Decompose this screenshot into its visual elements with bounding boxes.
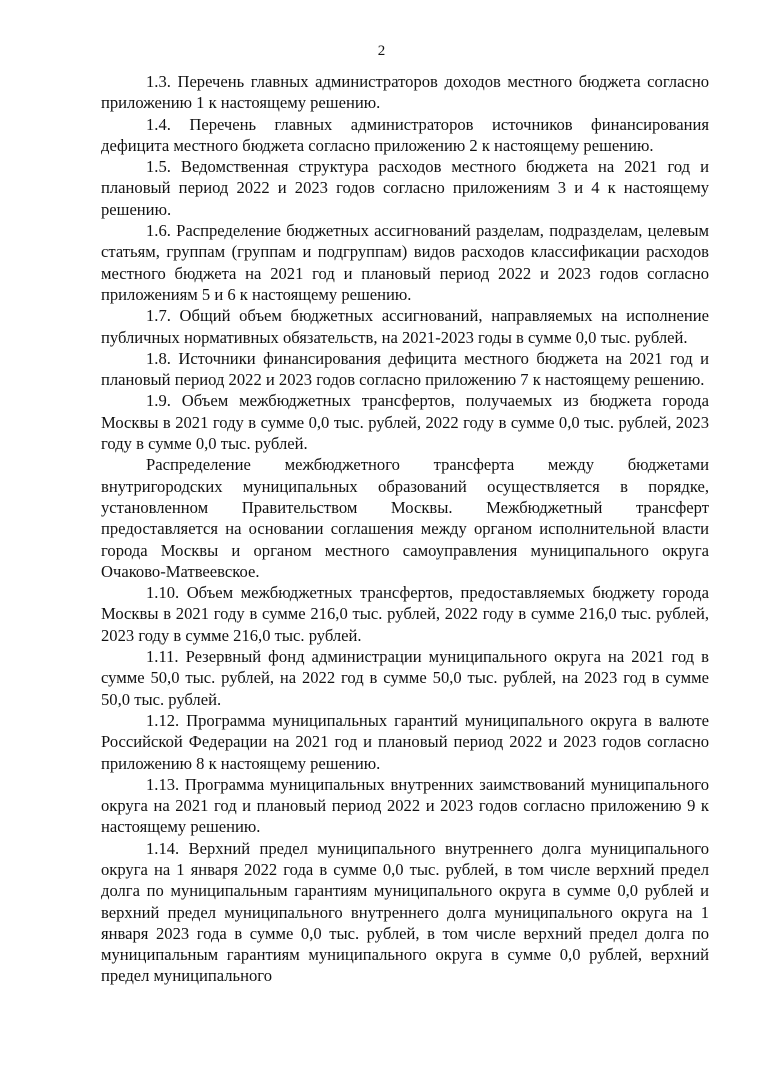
paragraph-1-11: 1.11. Резервный фонд администрации муниципального округа на 2021 год в сумме 50,0 тыс. рублей, на 2022 год в сумме 50,0 тыс. рублей, на 2023 год в сумме 50,0 тыс. рублей. [101,647,709,709]
page-number: 2 [377,43,386,59]
paragraph-1-5: 1.5. Ведомственная структура расходов местного бюджета на 2021 год и плановый период 2022 и 2023 годов согласно приложениям 3 и 4 к настоящему решению. [101,157,709,219]
paragraph-1-3: 1.3. Перечень главных администраторов доходов местного бюджета согласно приложению 1 к настоящему решению. [101,72,709,113]
paragraph-1-8: 1.8. Источники финансирования дефицита местного бюджета на 2021 год и плановый период 2022 и 2023 годов согласно приложению 7 к настоящему решению. [101,348,709,390]
paragraph-1-10: 1.10. Объем межбюджетных трансфертов, предоставляемых бюджету города Москвы в 2021 году в сумме 216,0 тыс. рублей, 2022 году в сумме 216,0 тыс. рублей, 2023 году в сумме 216,0 тыс. рублей. [101,583,709,645]
paragraph-1-9: 1.9. Объем межбюджетных трансфертов, получаемых из бюджета города Москвы в 2021 году в сумме 0,0 тыс. рублей, 2022 году в сумме 0,0 тыс. рублей, 2023 году в сумме 0,0 тыс. рублей. [101,391,709,454]
paragraph-1-6: 1.6. Распределение бюджетных ассигнований разделам, подразделам, целевым статьям, группам (группам и подгруппам) видов расходов классификации расходов местного бюджета на 2021 год и плановый период 2022 и 2023 годов согласно приложениям 5 и 6 к настоящему решению. [101,221,709,304]
paragraph-1-7: 1.7. Общий объем бюджетных ассигнований, направляемых на исполнение публичных нормативных обязательств, на 2021-2023 годы в сумме 0,0 тыс. рублей. [101,306,709,347]
paragraph-1-12: 1.12. Программа муниципальных гарантий муниципального округа в валюте Российской Федерации на 2021 год и плановый период 2022 и 2023 годов согласно приложению 8 к настоящему решению. [101,710,709,773]
paragraph-transfer-distribution: Распределение межбюджетного трансферта между бюджетами внутригородских муниципальных образований осуществляется в порядке, установленном Правительством Москвы. Межбюджетный трансферт предоставляется на основании соглашения между органом исполнительной власти города Москвы и органом местного самоуправления муниципального округа Очаково-Матвеевское. [101,455,709,581]
paragraph-1-13: 1.13. Программа муниципальных внутренних заимствований муниципального округа на 2021 год и плановый период 2022 и 2023 годов согласно приложению 9 к настоящему решению. [101,774,709,837]
paragraph-1-14: 1.14. Верхний предел муниципального внутреннего долга муниципального округа на 1 января 2022 года в сумме 0,0 тыс. рублей, в том числе верхний предел долга по муниципальным гарантиям муниципального округа в сумме 0,0 рублей и верхний предел муниципального внутреннего долга муниципального округа на 1 января 2023 года в сумме 0,0 тыс. рублей, в том числе верхний предел долга по муниципальным гарантиям муниципального округа в сумме 0,0 рублей, верхний предел муниципального [101,838,709,986]
document-body [101,71,709,987]
paragraph-1-4: 1.4. Перечень главных администраторов источников финансирования дефицита местного бюджета согласно приложению 2 к настоящему решению. [101,114,709,155]
